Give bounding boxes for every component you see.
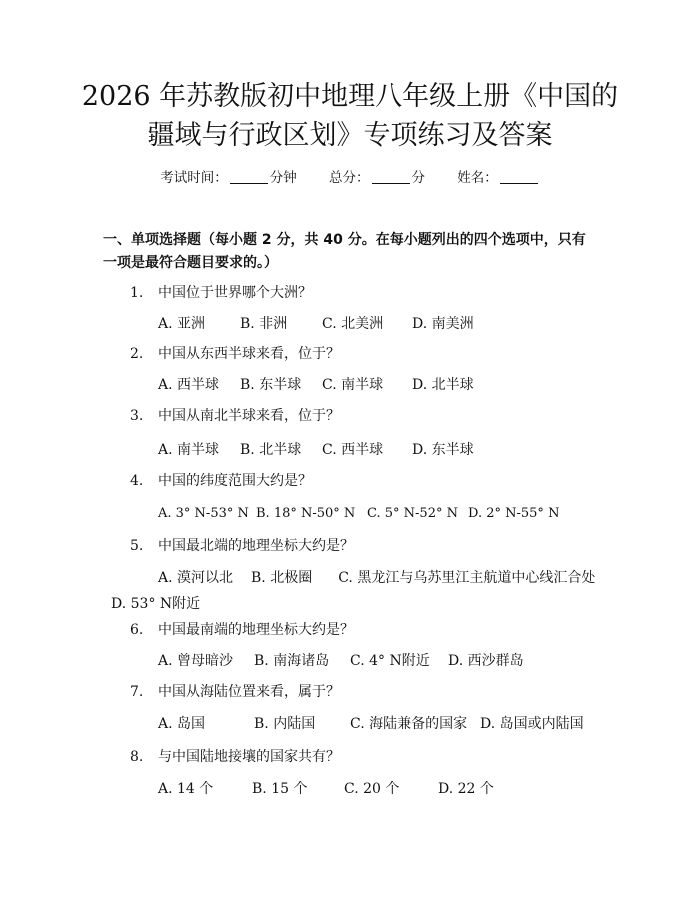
option-b: B. 北极圈 <box>251 570 313 586</box>
option-c: C. 4° N附近 <box>350 653 430 669</box>
student-name-label: 姓名： <box>457 170 498 186</box>
option-a: A. 亚洲 <box>158 316 206 332</box>
question-7 <box>130 681 340 703</box>
question-number: 8. <box>130 749 144 765</box>
option-d: D. 22 个 <box>438 781 494 797</box>
question-number: 3. <box>130 408 144 424</box>
option-b: B. 18° N-50° N <box>256 506 356 521</box>
exam-time-label: 考试时间： <box>160 170 228 186</box>
question-number: 1. <box>130 285 144 301</box>
question-number: 6. <box>130 622 144 638</box>
option-a: A. 14 个 <box>158 781 214 797</box>
document-title-line-1: 2026 年苏教版初中地理八年级上册《中国的 <box>81 81 619 112</box>
question-number: 2. <box>130 346 144 362</box>
student-name-field <box>457 170 540 186</box>
option-a: A. 3° N-53° N <box>158 506 249 521</box>
question-4 <box>130 470 312 492</box>
question-4-options <box>158 503 559 525</box>
option-d: D. 北半球 <box>412 377 474 393</box>
option-a: A. 南半球 <box>158 442 220 458</box>
option-b: B. 东半球 <box>240 377 302 393</box>
total-score-label: 总分： <box>329 170 370 186</box>
option-a: A. 曾母暗沙 <box>158 653 234 669</box>
option-c: C. 黑龙江与乌苏里江主航道中心线汇合处 <box>338 570 596 586</box>
exam-time-blank <box>230 169 268 184</box>
option-a: A. 岛国 <box>158 716 206 732</box>
exam-time-field <box>160 170 297 186</box>
option-b: B. 非洲 <box>240 316 288 332</box>
question-text: 中国位于世界哪个大洲？ <box>158 285 312 301</box>
question-1-options <box>158 313 474 335</box>
option-d: D. 西沙群岛 <box>448 653 524 669</box>
option-c: C. 海陆兼备的国家 <box>350 716 468 732</box>
option-d: D. 东半球 <box>412 442 474 458</box>
total-score-unit: 分 <box>411 170 425 186</box>
student-name-blank <box>500 169 538 184</box>
question-6 <box>130 619 354 641</box>
question-8 <box>130 746 340 768</box>
question-1 <box>130 282 312 304</box>
question-8-options <box>158 778 494 800</box>
question-text: 中国最北端的地理坐标大约是？ <box>158 538 354 554</box>
question-text: 与中国陆地接壤的国家共有？ <box>158 749 340 765</box>
question-3 <box>130 405 340 427</box>
option-a: A. 漠河以北 <box>158 570 234 586</box>
question-5 <box>130 535 354 557</box>
option-b: B. 北半球 <box>240 442 302 458</box>
exam-time-unit: 分钟 <box>269 170 297 186</box>
question-text: 中国从南北半球来看，位于？ <box>158 408 340 424</box>
question-6-options <box>158 650 524 672</box>
option-c: C. 20 个 <box>344 781 400 797</box>
question-7-options <box>158 713 584 735</box>
exam-info-row <box>0 167 700 189</box>
total-score-field <box>329 170 425 186</box>
section-1-heading: 一、单项选择题（每小题 2 分，共 40 分。在每小题列出的四个选项中，只有一项是最符合题目要求的。） <box>103 232 586 271</box>
total-score-blank <box>372 169 410 184</box>
question-text: 中国最南端的地理坐标大约是？ <box>158 622 354 638</box>
option-b: B. 15 个 <box>252 781 308 797</box>
question-number: 5. <box>130 538 144 554</box>
question-number: 4. <box>130 473 144 489</box>
option-b: B. 南海诸岛 <box>254 653 330 669</box>
option-d: D. 南美洲 <box>412 316 474 332</box>
document-title-line-2: 疆域与行政区划》专项练习及答案 <box>147 120 553 151</box>
option-d: D. 2° N-55° N <box>468 506 560 521</box>
option-c: C. 西半球 <box>322 442 384 458</box>
question-number: 7. <box>130 684 144 700</box>
option-a: A. 西半球 <box>158 377 220 393</box>
question-text: 中国从东西半球来看，位于？ <box>158 346 340 362</box>
option-c: C. 北美洲 <box>322 316 384 332</box>
question-5-options <box>103 565 598 617</box>
option-c: C. 5° N-52° N <box>367 506 458 521</box>
question-3-options <box>158 439 474 461</box>
question-text: 中国从海陆位置来看，属于？ <box>158 684 340 700</box>
question-text: 中国的纬度范围大约是？ <box>158 473 312 489</box>
question-2-options <box>158 374 474 396</box>
option-c: C. 南半球 <box>322 377 384 393</box>
question-2 <box>130 343 340 365</box>
option-b: B. 内陆国 <box>254 716 316 732</box>
option-d: D. 53° N附近 <box>111 596 201 612</box>
option-d: D. 岛国或内陆国 <box>480 716 584 732</box>
